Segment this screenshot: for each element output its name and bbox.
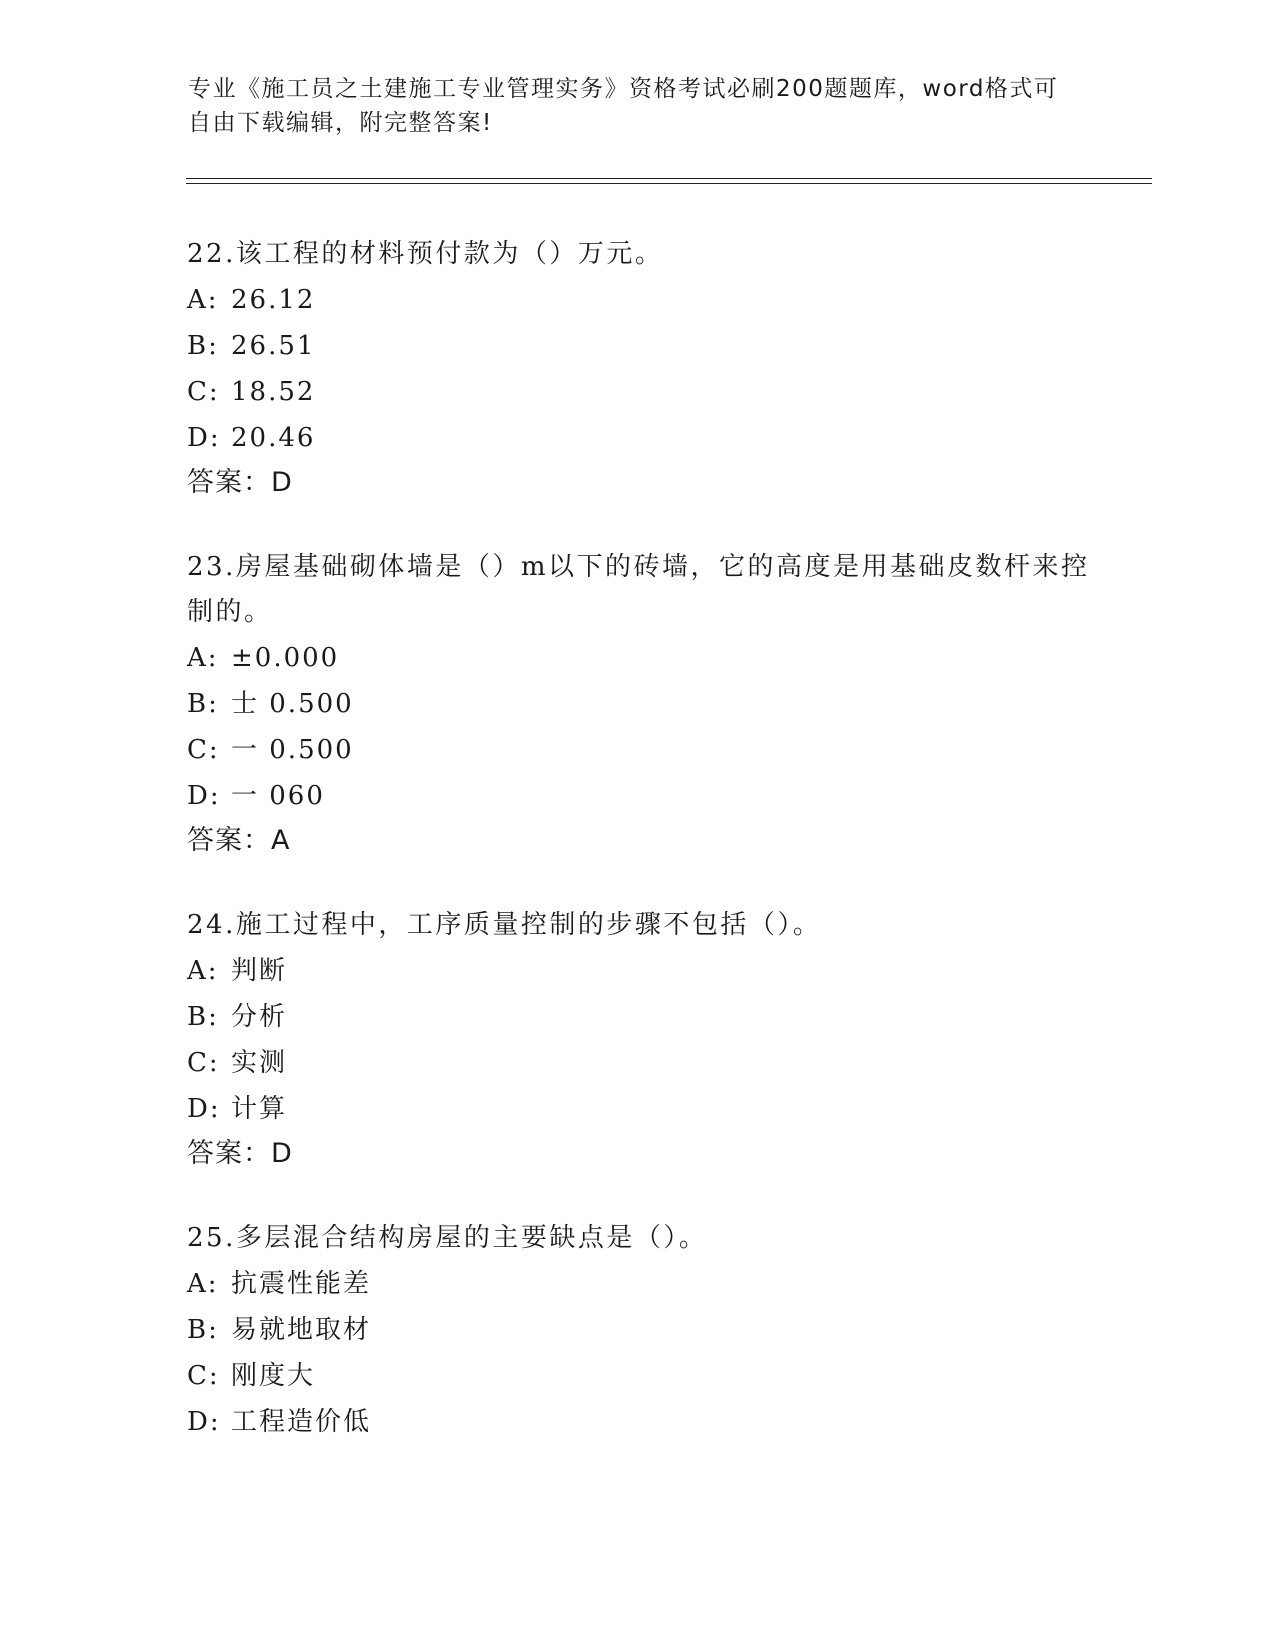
question-25 [187, 1216, 1107, 1445]
option-c [187, 727, 1107, 773]
option-c [187, 369, 1107, 415]
question-24 [187, 903, 1107, 1176]
option-text: 计算 [231, 1094, 288, 1124]
option-text: 士 0.500 [231, 689, 354, 719]
option-d [187, 773, 1107, 819]
option-b [187, 994, 1107, 1040]
option-a [187, 1261, 1107, 1307]
option-text: 刚度大 [231, 1361, 316, 1391]
option-key: D: [187, 1407, 221, 1437]
option-text: 一 060 [231, 781, 325, 811]
option-key: C: [187, 735, 220, 765]
header-title-line-1: 专业《施工员之土建施工专业管理实务》资格考试必刷200题题库，word格式可 [188, 76, 1059, 102]
header-title-line-2: 自由下载编辑，附完整答案! [188, 110, 493, 136]
question-22 [187, 232, 1107, 505]
option-b [187, 681, 1107, 727]
question-stem: 22.该工程的材料预付款为（）万元。 [187, 239, 664, 269]
option-key: C: [187, 1361, 220, 1391]
option-key: D: [187, 423, 221, 453]
option-key: A: [187, 285, 219, 315]
option-key: A: [187, 1269, 219, 1299]
option-c [187, 1353, 1107, 1399]
option-a [187, 277, 1107, 323]
option-key: B: [187, 689, 219, 719]
option-key: D: [187, 781, 221, 811]
answer-line: 答案：D [187, 467, 293, 498]
option-text: 判断 [231, 956, 288, 986]
option-text: ±0.000 [231, 643, 340, 673]
option-b [187, 323, 1107, 369]
answer-line: 答案：A [187, 825, 291, 856]
option-text: 分析 [231, 1002, 288, 1032]
question-list [187, 232, 1107, 1485]
option-a [187, 948, 1107, 994]
option-key: B: [187, 331, 219, 361]
option-a [187, 635, 1107, 681]
option-text: 易就地取材 [231, 1315, 372, 1345]
question-stem: 24.施工过程中，工序质量控制的步骤不包括（）。 [187, 910, 822, 940]
option-key: B: [187, 1315, 219, 1345]
option-key: A: [187, 956, 219, 986]
option-key: B: [187, 1002, 219, 1032]
option-key: C: [187, 377, 220, 407]
option-text: 20.46 [231, 423, 316, 453]
option-text: 18.52 [231, 377, 316, 407]
option-key: A: [187, 643, 219, 673]
option-text: 抗震性能差 [231, 1269, 372, 1299]
option-text: 实测 [231, 1048, 288, 1078]
option-c [187, 1040, 1107, 1086]
option-text: 26.12 [231, 285, 316, 315]
question-stem: 23.房屋基础砌体墙是（）m以下的砖墙，它的高度是用基础皮数杆来控制的。 [187, 552, 1090, 627]
answer-line: 答案：D [187, 1138, 293, 1169]
option-d [187, 1086, 1107, 1132]
document-header [188, 72, 1088, 140]
option-key: D: [187, 1094, 221, 1124]
option-b [187, 1307, 1107, 1353]
header-divider-top [186, 178, 1152, 179]
question-23 [187, 545, 1107, 863]
option-text: 一 0.500 [231, 735, 354, 765]
question-stem: 25.多层混合结构房屋的主要缺点是（）。 [187, 1223, 708, 1253]
option-text: 工程造价低 [231, 1407, 372, 1437]
option-d [187, 415, 1107, 461]
option-text: 26.51 [231, 331, 316, 361]
option-key: C: [187, 1048, 220, 1078]
header-divider-bottom [186, 183, 1152, 184]
option-d [187, 1399, 1107, 1445]
